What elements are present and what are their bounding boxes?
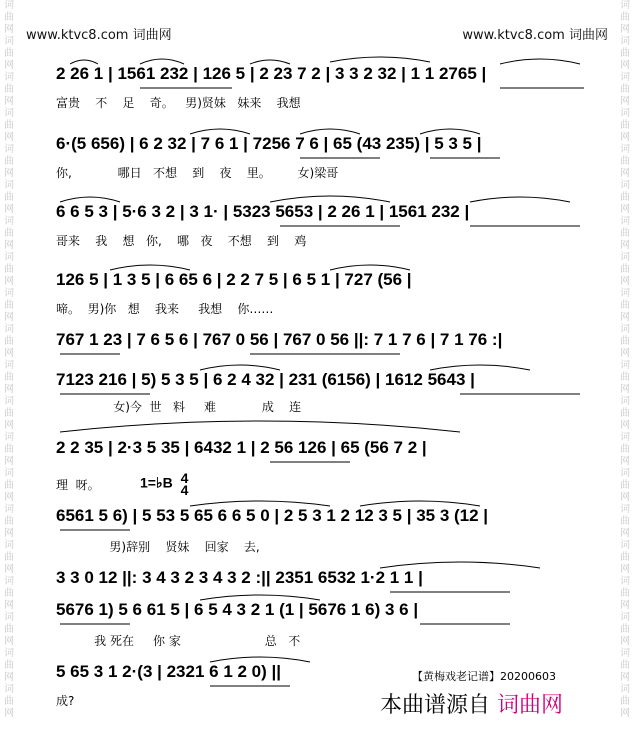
watermark-site: 词曲网	[132, 28, 172, 43]
source-banner	[380, 688, 563, 719]
slur-mark	[60, 421, 460, 432]
side-watermark-right: 词曲网词曲网词曲网词曲网词曲网词曲网词曲网词曲网词曲网词曲网词曲网词曲网词曲网词曲网词曲网词曲网词曲网词曲网词曲网词曲网	[620, 0, 630, 719]
lyric-row-11: 成?	[56, 694, 75, 708]
watermark-url: www.ktvc8.com	[26, 28, 129, 43]
transcriber-credit: 【黄梅戏老记谱】20200603	[412, 670, 556, 683]
watermark-site: 词曲网	[568, 28, 608, 43]
side-watermark-left: 词曲网词曲网词曲网词曲网词曲网词曲网词曲网词曲网词曲网词曲网词曲网词曲网词曲网词曲网词曲网词曲网词曲网词曲网词曲网词曲网	[4, 0, 14, 719]
notation-row-3: 6 6 5 3 | 5·6 3 2 | 3 1· | 5323 5653 | 2 26 1 | 1561 232 |	[56, 202, 470, 221]
notation-row-10: 5676 1) 5 6 61 5 | 6 5 4 3 2 1 (1 | 5676 1 6) 3 6 |	[56, 600, 419, 619]
notation-row-11: 5 65 3 1 2·(3 | 2321 6 1 2 0) ||	[56, 662, 282, 681]
header-watermark-left	[26, 24, 172, 43]
header-watermark-right	[462, 24, 608, 43]
watermark-url: www.ktvc8.com	[462, 28, 565, 43]
time-signature: 4 4	[180, 470, 189, 498]
notation-row-9: 3 3 0 12 ||: 3 4 3 2 3 4 3 2 :|| 2351 6532 1·2 1 1 |	[56, 568, 423, 587]
lyric-row-4: 啼。 男)你 想 我来 我想 你……	[56, 302, 274, 316]
lyric-row-10: 我 死在 你 家 总 不	[56, 634, 301, 648]
lyric-row-1: 富贵 不 足 奇。 男)贤妹 妹来 我想	[56, 96, 301, 110]
lyric-row-7: 理 呀。	[56, 478, 100, 492]
source-brand: 词曲网	[497, 693, 564, 718]
lyric-row-3: 哥来 我 想 你, 哪 夜 不想 到 鸡	[56, 234, 307, 248]
notation-row-5: 767 1 23 | 7 6 5 6 | 767 0 56 | 767 0 56 ||: 7 1 7 6 | 7 1 76 :|	[56, 330, 503, 349]
key-signature: 1=♭B 4 4	[140, 470, 189, 498]
source-label: 本曲谱源自	[380, 693, 491, 718]
notation-row-1: 2 26 1 | 1561 232 | 126 5 | 2 23 7 2 | 3 3 2 32 | 1 1 2765 |	[56, 64, 487, 83]
lyric-row-8: 男)辞别 贤妹 回家 去,	[56, 540, 260, 554]
lyric-row-2: 你, 哪日 不想 到 夜 里。 女)梁哥	[56, 166, 339, 180]
lyric-row-6: 女)今 世 料 难 成 连	[56, 400, 302, 414]
notation-row-4: 126 5 | 1 3 5 | 6 65 6 | 2 2 7 5 | 6 5 1 | 727 (56 |	[56, 270, 412, 289]
notation-row-2: 6·(5 656) | 6 2 32 | 7 6 1 | 7256 7 6 | 65 (43 235) | 5 3 5 |	[56, 134, 482, 153]
notation-row-8: 6561 5 6) | 5 53 5 65 6 6 5 0 | 2 5 3 1 2 12 3 5 | 35 3 (12 |	[56, 506, 489, 525]
notation-row-6: 7123 216 | 5) 5 3 5 | 6 2 4 32 | 231 (6156) | 1612 5643 |	[56, 370, 475, 389]
notation-row-7: 2 2 35 | 2·3 5 35 | 6432 1 | 2 56 126 | 65 (56 7 2 |	[56, 438, 427, 457]
